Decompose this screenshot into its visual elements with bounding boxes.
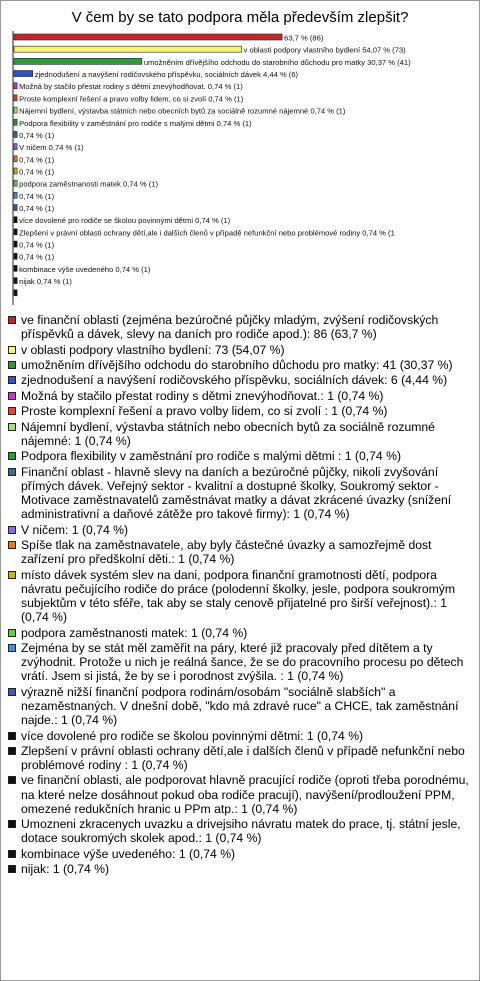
legend-swatch [8,376,16,384]
legend-text: kombinace výše uvedeného: 1 (0,74 %) [21,846,236,861]
legend-item [7,729,475,743]
bar-label-17: 0,74 % (1) [19,240,55,250]
legend-text: Spíše tlak na zaměstnavatele, aby byly částečné úvazky a samozřejmě dost zařízení pro předškolní děti.: 1 (0,74 %) [21,537,432,567]
bar-label-12: podpora zaměstnanosti matek 0,74 % (1) [19,179,158,189]
legend-swatch [8,526,16,534]
legend-item [7,744,475,772]
legend-text: více dovolené pro rodiče se školou povinnými dětmi: 1 (0,74 %) [21,728,364,743]
bar-label-1: v oblasti podpory vlastního bydlení 54,07 % (73) [243,45,406,55]
legend-text: Zlepšení v právní oblasti ochrany dětí,ale i dalších členů v případě nefunkční nebo problémové rodiny : 1 (0,74 %) [21,743,465,773]
bar-label-18: 0,74 % (1) [19,252,55,262]
legend-item [7,568,475,625]
legend-item [7,817,475,845]
legend-swatch [8,316,16,324]
legend-text: Nájemní bydlení, výstavba státních nebo obecních bytů za sociálně rozumné nájemné: 1 (0,74 %) [21,419,435,448]
bar-label-3: zjednodušení a navýšení rodičovského příspěvku, sociálních dávek 4,44 % (6) [34,70,299,80]
bar-7 [14,119,17,125]
bar-label-16: Zlepšení v právní oblasti ochrany dětí,ale i dalších členů v případě nefunkční nebo problémové rodiny 0,74 % (1 [19,228,395,238]
legend-item [7,847,475,861]
bar-label-10: 0,74 % (1) [19,155,55,165]
bar-label-2: umožněním dřívějšího odchodu do starobního důchodu pro matky 30,37 % (41) [143,57,411,67]
legend-text: místo dávek systém slev na dani, podpora finanční gramotnosti dětí, podpora návratu pečujícího rodiče do práce (polodenní školky, jesle, podpora soukromým subjektům v této sféře, tak aby se staly cenově přijatelné pro širší veřejnost).: 1 (0,74 %) [21,567,456,625]
legend-item [7,685,475,728]
bar-11 [14,168,17,174]
legend-swatch [8,747,16,755]
legend-item [7,358,475,372]
bar-chart [1,29,479,313]
bar-10 [14,156,17,162]
legend-text: Možná by stačilo přestat rodiny s dětmi znevýhodňovat.: 1 (0,74 %) [21,388,384,403]
bar-0 [14,34,282,40]
legend-item [7,313,475,341]
chart-legend [7,313,475,878]
bar-label-20: nijak 0,74 % (1) [19,277,72,287]
legend-swatch [8,541,16,549]
bar-label-19: kombinace výše uvedeného 0,74 % (1) [19,264,151,274]
legend-swatch [8,629,16,637]
bar-label-14: 0,74 % (1) [19,204,55,214]
legend-text: V ničem: 1 (0,74 %) [21,522,129,537]
legend-item [7,773,475,816]
legend-item [7,389,475,403]
legend-swatch [8,423,16,431]
legend-swatch [8,865,16,873]
bar-label-7: Podpora flexibility v zaměstnání pro rodiče s malými dětmi 0,74 % (1) [19,118,252,128]
bar-label-13: 0,74 % (1) [19,191,55,201]
legend-text: Zejména by se stát měl zaměřit na páry, které již pracovaly před dítětem a ty zvýhodnit. Protože u nich je reálná šance, že se do pracovního procesu po dětech vrátí. Jsem si jistá, že by se i porodnost zvýšila. : 1 (0,74 %) [21,640,464,684]
legend-text: Proste komplexní řešení a pravo volby lidem, co si zvolí : 1 (0,74 %) [21,404,388,419]
legend-item [7,626,475,640]
bar-18 [14,253,17,259]
bar-label-15: více dovolené pro rodiče se školou povinnými dětmi 0,74 % (1) [19,216,231,226]
bar-19 [14,265,17,271]
bar-label-4: Možná by stačilo přestat rodiny s dětmi znevýhodňovat. 0,74 % (1) [19,82,243,92]
legend-swatch [8,820,16,828]
legend-swatch [8,407,16,415]
legend-swatch [8,571,16,579]
bar-17 [14,241,17,247]
legend-text: nijak: 1 (0,74 %) [21,862,110,877]
legend-text: Umozneni zkracenych uvazku a drivejsiho návratu matek do prace, tj. státní jesle, dotace soukromých skolek apod.: 1 (0,74 %) [21,817,461,846]
bar-3 [14,71,33,77]
legend-item [7,538,475,566]
bar-label-0: 63,7 % (86) [284,33,324,43]
legend-item [7,862,475,876]
legend-text: ve finanční oblasti, ale podporovat hlavně pracující rodiče (oproti třeba porodnému, na které nelze dosáhnout pokud oba rodiče pracují), navýšení/prodloužení PPM, omezené redukčních hranic u PPm atp.: 1 (0,74 %) [21,773,469,816]
legend-item [7,373,475,387]
legend-item [7,523,475,537]
bar-16 [14,229,17,235]
bar-20 [14,278,17,284]
bar-label-8: 0,74 % (1) [19,130,55,140]
legend-swatch [8,392,16,400]
bar-5 [14,95,17,101]
legend-swatch [8,776,16,784]
legend-item [7,343,475,357]
legend-text: umožněním dřívějšího odchodu do starobního důchodu pro matky: 41 (30,37 %) [21,357,453,372]
bar-4 [14,83,17,89]
legend-text: ve finanční oblasti (zejména bezúročné půjčky mladým, zvýšení rodičovských příspěvků a dávek, slevy na daních pro rodiče apod.): 86 (63,7 %) [21,313,439,342]
legend-item [7,449,475,463]
legend-text: podpora zaměstnanosti matek: 1 (0,74 %) [21,625,248,640]
legend-item [7,404,475,418]
legend-text: v oblasti podpory vlastního bydlení: 73 (54,07 %) [21,342,285,357]
legend-item [7,641,475,684]
legend-text: Podpora flexibility v zaměstnání pro rodiče s malými dětmi : 1 (0,74 %) [21,449,401,464]
bar-1 [14,46,242,52]
bar-15 [14,217,17,223]
bar-12 [14,180,17,186]
legend-item [7,465,475,522]
legend-swatch [8,688,16,696]
bar-8 [14,131,17,137]
legend-swatch [8,346,16,354]
bar-label-5: Proste komplexní řešení a pravo volby lidem, co si zvolí 0,74 % (1) [19,94,244,104]
legend-swatch [8,850,16,858]
legend-swatch [8,452,16,460]
bar-2 [14,58,142,64]
legend-text: výrazně nižší finanční podpora rodinám/osobám "sociálně slabších" a nezaměstnaných. V dnešní době, "kdo má zdravé ruce" a CHCE, tak zaměstnání najde.: 1 (0,74 %) [21,684,459,728]
legend-text: zjednodušení a navýšení rodičovského příspěvku, sociálních dávek: 6 (4,44 %) [21,373,448,388]
legend-text: Finanční oblast - hlavně slevy na daních a bezúročné půjčky, nikoli zvyšování přímých dávek. Veřejný sektor - kvalitní a dostupné školky, Soukromý sektor - Motivace zaměstnavatelů zaměstnávat matky a dávat zkrácené úvazky (snížení administrativní a daňové zátěže pro takové firmy): 1 (0,74 %) [21,464,452,522]
bar-label-6: Nájemní bydlení, výstavba státních nebo obecních bytů za sociálně rozumné nájemné 0,74 % (1) [19,106,346,116]
bar-label-11: 0,74 % (1) [19,167,55,177]
bar-9 [14,144,17,150]
chart-title: V čem by se tato podpora měla především zlepšit? [71,9,409,26]
legend-swatch [8,644,16,652]
legend-item [7,420,475,448]
legend-swatch [8,361,16,369]
bar-13 [14,192,17,198]
bar-21 [14,290,17,296]
legend-swatch [8,732,16,740]
bar-6 [14,107,17,113]
bar-14 [14,205,17,211]
legend-swatch [8,468,16,476]
bar-label-9: V ničem 0,74 % (1) [19,143,84,153]
